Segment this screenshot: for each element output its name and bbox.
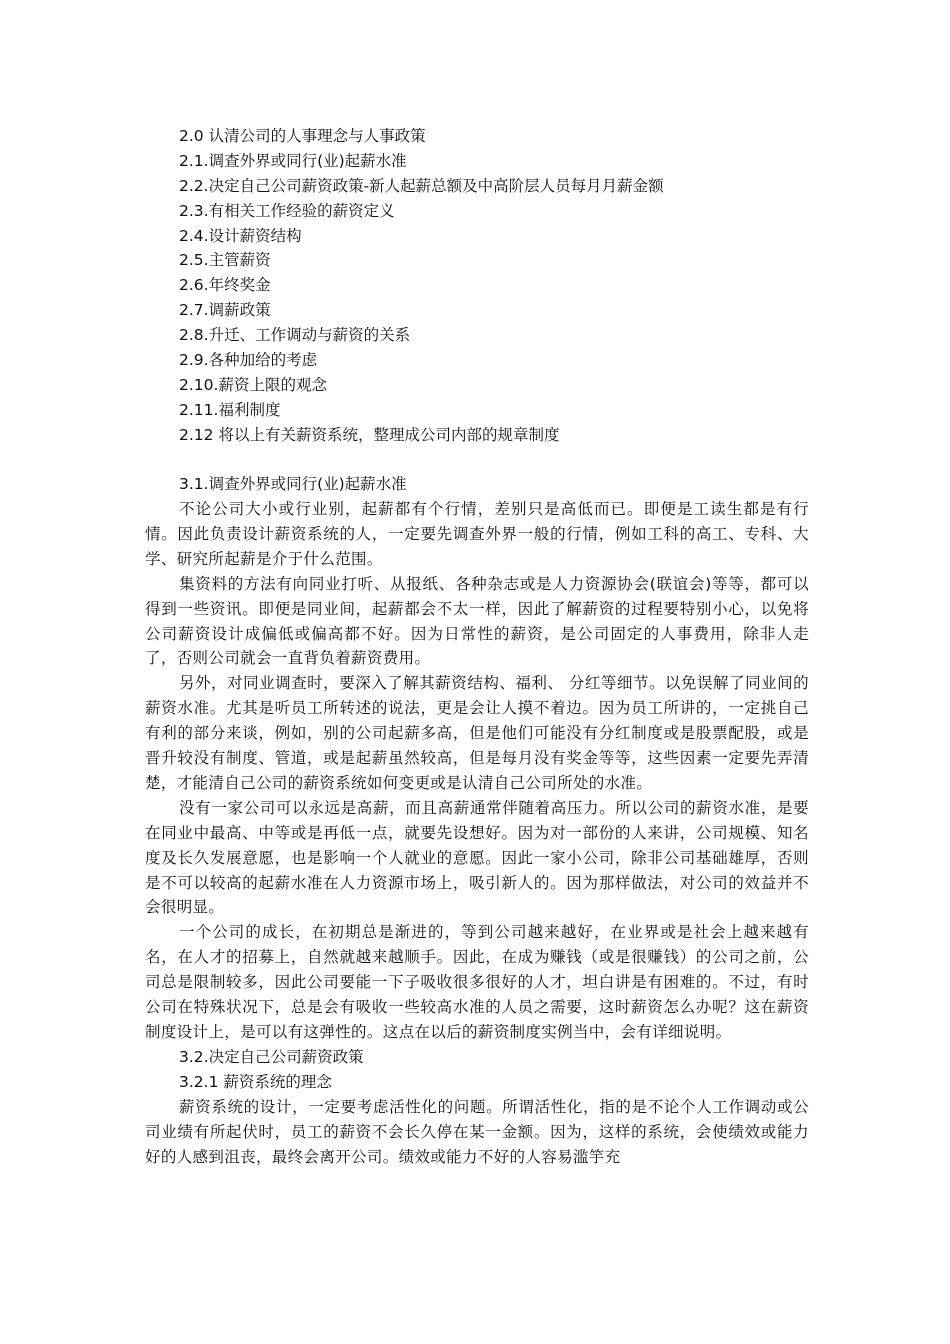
- outline-item: 2.7.调薪政策: [179, 301, 271, 320]
- outline-item: 2.4.设计薪资结构: [179, 226, 302, 245]
- outline-item: 2.10.薪资上限的观念: [179, 375, 327, 394]
- body-paragraph: 没有一家公司可以永远是高薪，而且高薪通常伴随着高压力。所以公司的薪资水准，是要在同业中最高、中等或是再低一点，就要先设想好。因为对一部份的人来讲，公司规模、知名度及长久发展意愿，也是影响一个人就业的意愿。因此一家小公司，除非公司基础雄厚，否则是不可以较高的起薪水准在人力资源市场上，吸引新人的。因为那样做法，对公司的效益并不会很明显。: [145, 798, 809, 917]
- body-paragraph: 集资料的方法有向同业打听、从报纸、各种杂志或是人力资源协会(联谊会)等等，都可以得到一些资讯。即便是同业间，起薪都会不太一样，因此了解薪资的过程要特别小心，以免将公司薪资设计成偏低或偏高都不好。因为日常性的薪资，是公司固定的人事费用，除非人走了，否则公司就会一直背负着薪资费用。: [145, 574, 809, 668]
- body-paragraph: 一个公司的成长，在初期总是渐进的，等到公司越来越好，在业界或是社会上越来越有名，在人才的招募上，自然就越来越顺手。因此，在成为赚钱（或是很赚钱）的公司之前，公司总是限制较多，因此公司要能一下子吸收很多很好的人才，坦白讲是有困难的。不过，有时公司在特殊状况下，总是会有吸收一些较高水准的人员之需要，这时薪资怎么办呢？这在薪资制度设计上，是可以有这弹性的。这点在以后的薪资制度实例当中，会有详细说明。: [145, 923, 809, 1042]
- outline-item: 2.6.年终奖金: [179, 276, 271, 295]
- body-paragraph: 另外，对同业调查时，要深入了解其薪资结构、福利、 分红等细节。以免误解了同业间的薪资水准。尤其是听员工所转述的说法，更是会让人摸不着边。因为员工所讲的，一定挑自己有利的部分来谈，例如，别的公司起薪多高，但是他们可能没有分红制度或是股票配股，或是晋升较没有制度、管道，或是起薪虽然较高，但是每月没有奖金等等，这些因素一定要先弄清楚，才能清自己公司的薪资系统如何变更或是认清自己公司所处的水准。: [145, 674, 809, 792]
- body-paragraph: 薪资系统的设计，一定要考虑活性化的问题。所谓活性化，指的是不论个人工作调动或公司业绩有所起伏时，员工的薪资不会长久停在某一金额。因为，这样的系统，会使绩效或能力好的人感到沮丧，最终会离开公司。绩效或能力不好的人容易滥竽充: [145, 1097, 809, 1166]
- section-heading: 3.1.调查外界或同行(业)起薪水准: [179, 475, 407, 494]
- outline-item: 2.3.有相关工作经验的薪资定义: [179, 201, 395, 220]
- outline-item: 2.5.主管薪资: [179, 251, 271, 270]
- outline-item: 2.8.升迁、工作调动与薪资的关系: [179, 326, 411, 345]
- outline-item: 2.1.调查外界或同行(业)起薪水准: [179, 151, 407, 170]
- outline-item: 2.9.各种加给的考虑: [179, 351, 318, 370]
- outline-item: 2.11.福利制度: [179, 400, 281, 419]
- outline-item: 2.0 认清公司的人事理念与人事政策: [179, 127, 426, 145]
- outline-item: 2.2.决定自己公司薪资政策-新人起薪总额及中高阶层人员每月月薪金额: [179, 176, 664, 195]
- section-heading: 3.2.决定自己公司薪资政策: [179, 1047, 364, 1066]
- document-page: [145, 124, 809, 1169]
- outline-item: 2.12 将以上有关薪资系统，整理成公司内部的规章制度: [179, 425, 560, 444]
- outline-list: [145, 124, 809, 448]
- section-3-2: [145, 1045, 809, 1170]
- section-3-1: [145, 472, 809, 1045]
- blank-line: [145, 448, 809, 473]
- body-paragraph: 不论公司大小或行业别，起薪都有个行情，差别只是高低而已。即便是工读生都是有行情。因此负责设计薪资系统的人，一定要先调查外界一般的行情，例如工科的高工、专科、大学、研究所起薪是介于什么范围。: [145, 499, 809, 568]
- subsection-heading: 3.2.1 薪资系统的理念: [179, 1072, 332, 1091]
